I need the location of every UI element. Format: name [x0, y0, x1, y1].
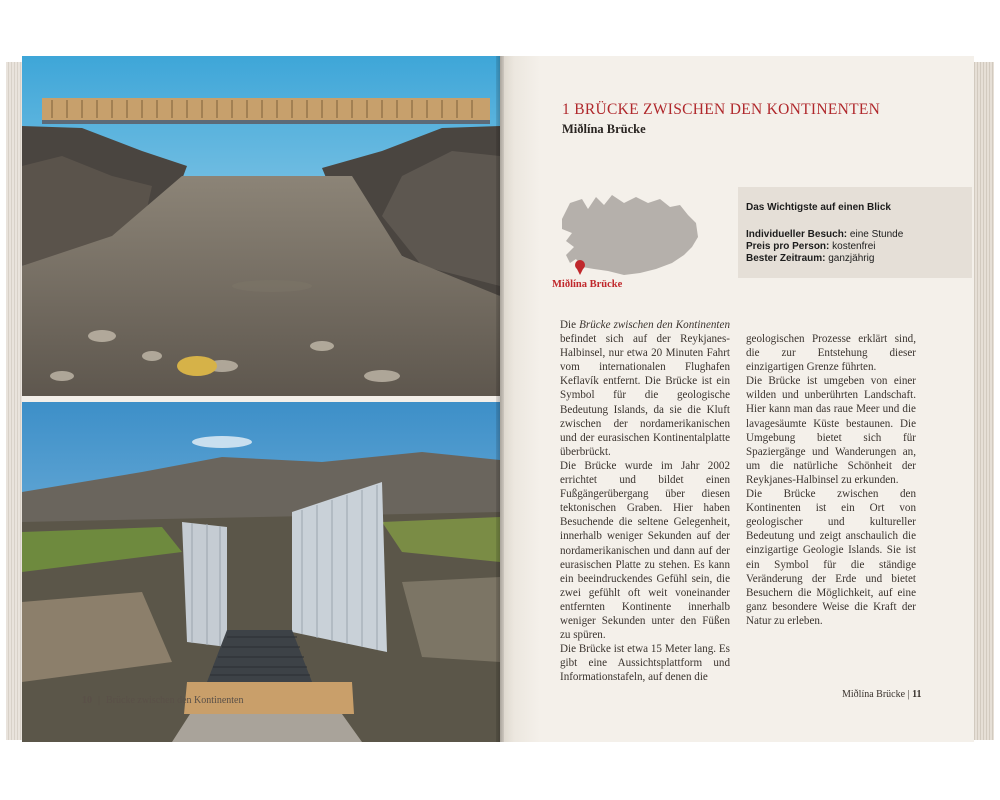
info-box-heading: Das Wichtigste auf einen Blick [746, 202, 891, 213]
left-page [22, 56, 500, 742]
footer-separator: | [98, 695, 101, 706]
right-page-edges [972, 62, 994, 740]
info-season [746, 253, 874, 264]
right-page-footer [842, 689, 922, 700]
info-price-label: Preis pro Person: [746, 241, 830, 252]
right-page-number: 11 [912, 689, 922, 700]
right-page [500, 56, 974, 742]
bridge-walkway-photo [22, 402, 500, 742]
left-page-number: 10 [82, 695, 92, 706]
footer-separator: | [907, 689, 910, 700]
text-column-left [560, 318, 730, 684]
paragraph: Die Brücke zwischen den Kontinenten ist ein Ort von geologischer und kultureller Bedeutung und zeigt anschaulich die einzigartige Geologie Islands. Sie ist ein Symbol für die ständige Veränderung der Erde und bietet Besuchern die Möglichkeit, auf eine ganz besondere Weise die Kraft der Natur zu erleben. [746, 488, 916, 627]
info-visit-value: eine Stunde [849, 229, 904, 240]
info-season-label: Bester Zeitraum: [746, 253, 826, 264]
info-visit [746, 229, 903, 240]
info-box [738, 187, 972, 278]
iceland-map [552, 189, 702, 289]
map-location-label: Miðlína Brücke [552, 279, 623, 290]
info-price-value: kostenfrei [832, 241, 876, 252]
text-column-right [746, 332, 916, 628]
paragraph: Die Brücke zwischen den Kontinenten befindet sich auf der Reykjanes-Halbinsel, nur etwa 20 Minuten Fahrt vom internationalen Flughafen Keflavík entfernt. Die Brücke ist ein Symbol für die geologische Bedeutung Islands, da sie die Kluft zwischen der nordamerikanischen und der eurasischen Kontinentalplatte überbrückt. [560, 319, 730, 458]
left-footer-title: Brücke zwischen den Kontinenten [106, 695, 244, 706]
paragraph: Die Brücke ist etwa 15 Meter lang. Es gibt eine Aussichtsplattform und Informationstafeln, auf denen die [560, 643, 730, 684]
book-gutter [496, 56, 504, 742]
bridge-from-below-photo [22, 56, 500, 396]
italic-title: Brücke zwischen den Kontinenten [579, 319, 730, 331]
left-page-footer [82, 695, 243, 706]
chapter-title: 1 BRÜCKE ZWISCHEN DEN KONTINENTEN [562, 101, 881, 118]
location-pin-icon [575, 260, 585, 275]
chapter-subtitle: Miðlína Brücke [562, 122, 646, 136]
paragraph: Die Brücke wurde im Jahr 2002 errichtet und bildet einen Fußgängerübergang über diesen tektonischen Graben. Hier haben Besuchende die seltene Gelegenheit, innerhalb weniger Sekunden auf der nordamerikanischen und dann auf der eurasischen Platte zu stehen. Es kann ein beeindruckendes Gefühl sein, die zwei gefühlt oft weit voneinander entfernten Kontinente innerhalb weniger Sekunden unter den Füßen zu spüren. [560, 459, 730, 642]
info-visit-label: Individueller Besuch: [746, 229, 848, 240]
paragraph: Die Brücke ist umgeben von einer wilden und unberührten Landschaft. Hier kann man das raue Meer und die lavagesäumte Küste bestaunen. Die Umgebung bietet sich für Spaziergänge und Wanderungen an, um die natürliche Schönheit der Reykjanes-Halbinsel zu erkunden. [746, 375, 916, 486]
info-price [746, 241, 876, 252]
paragraph: geologischen Prozesse erklärt sind, die zur Entstehung dieser einzigartigen Grenze führten. [746, 333, 916, 374]
right-footer-title: Miðlína Brücke [842, 689, 906, 700]
info-season-value: ganzjährig [828, 253, 875, 264]
